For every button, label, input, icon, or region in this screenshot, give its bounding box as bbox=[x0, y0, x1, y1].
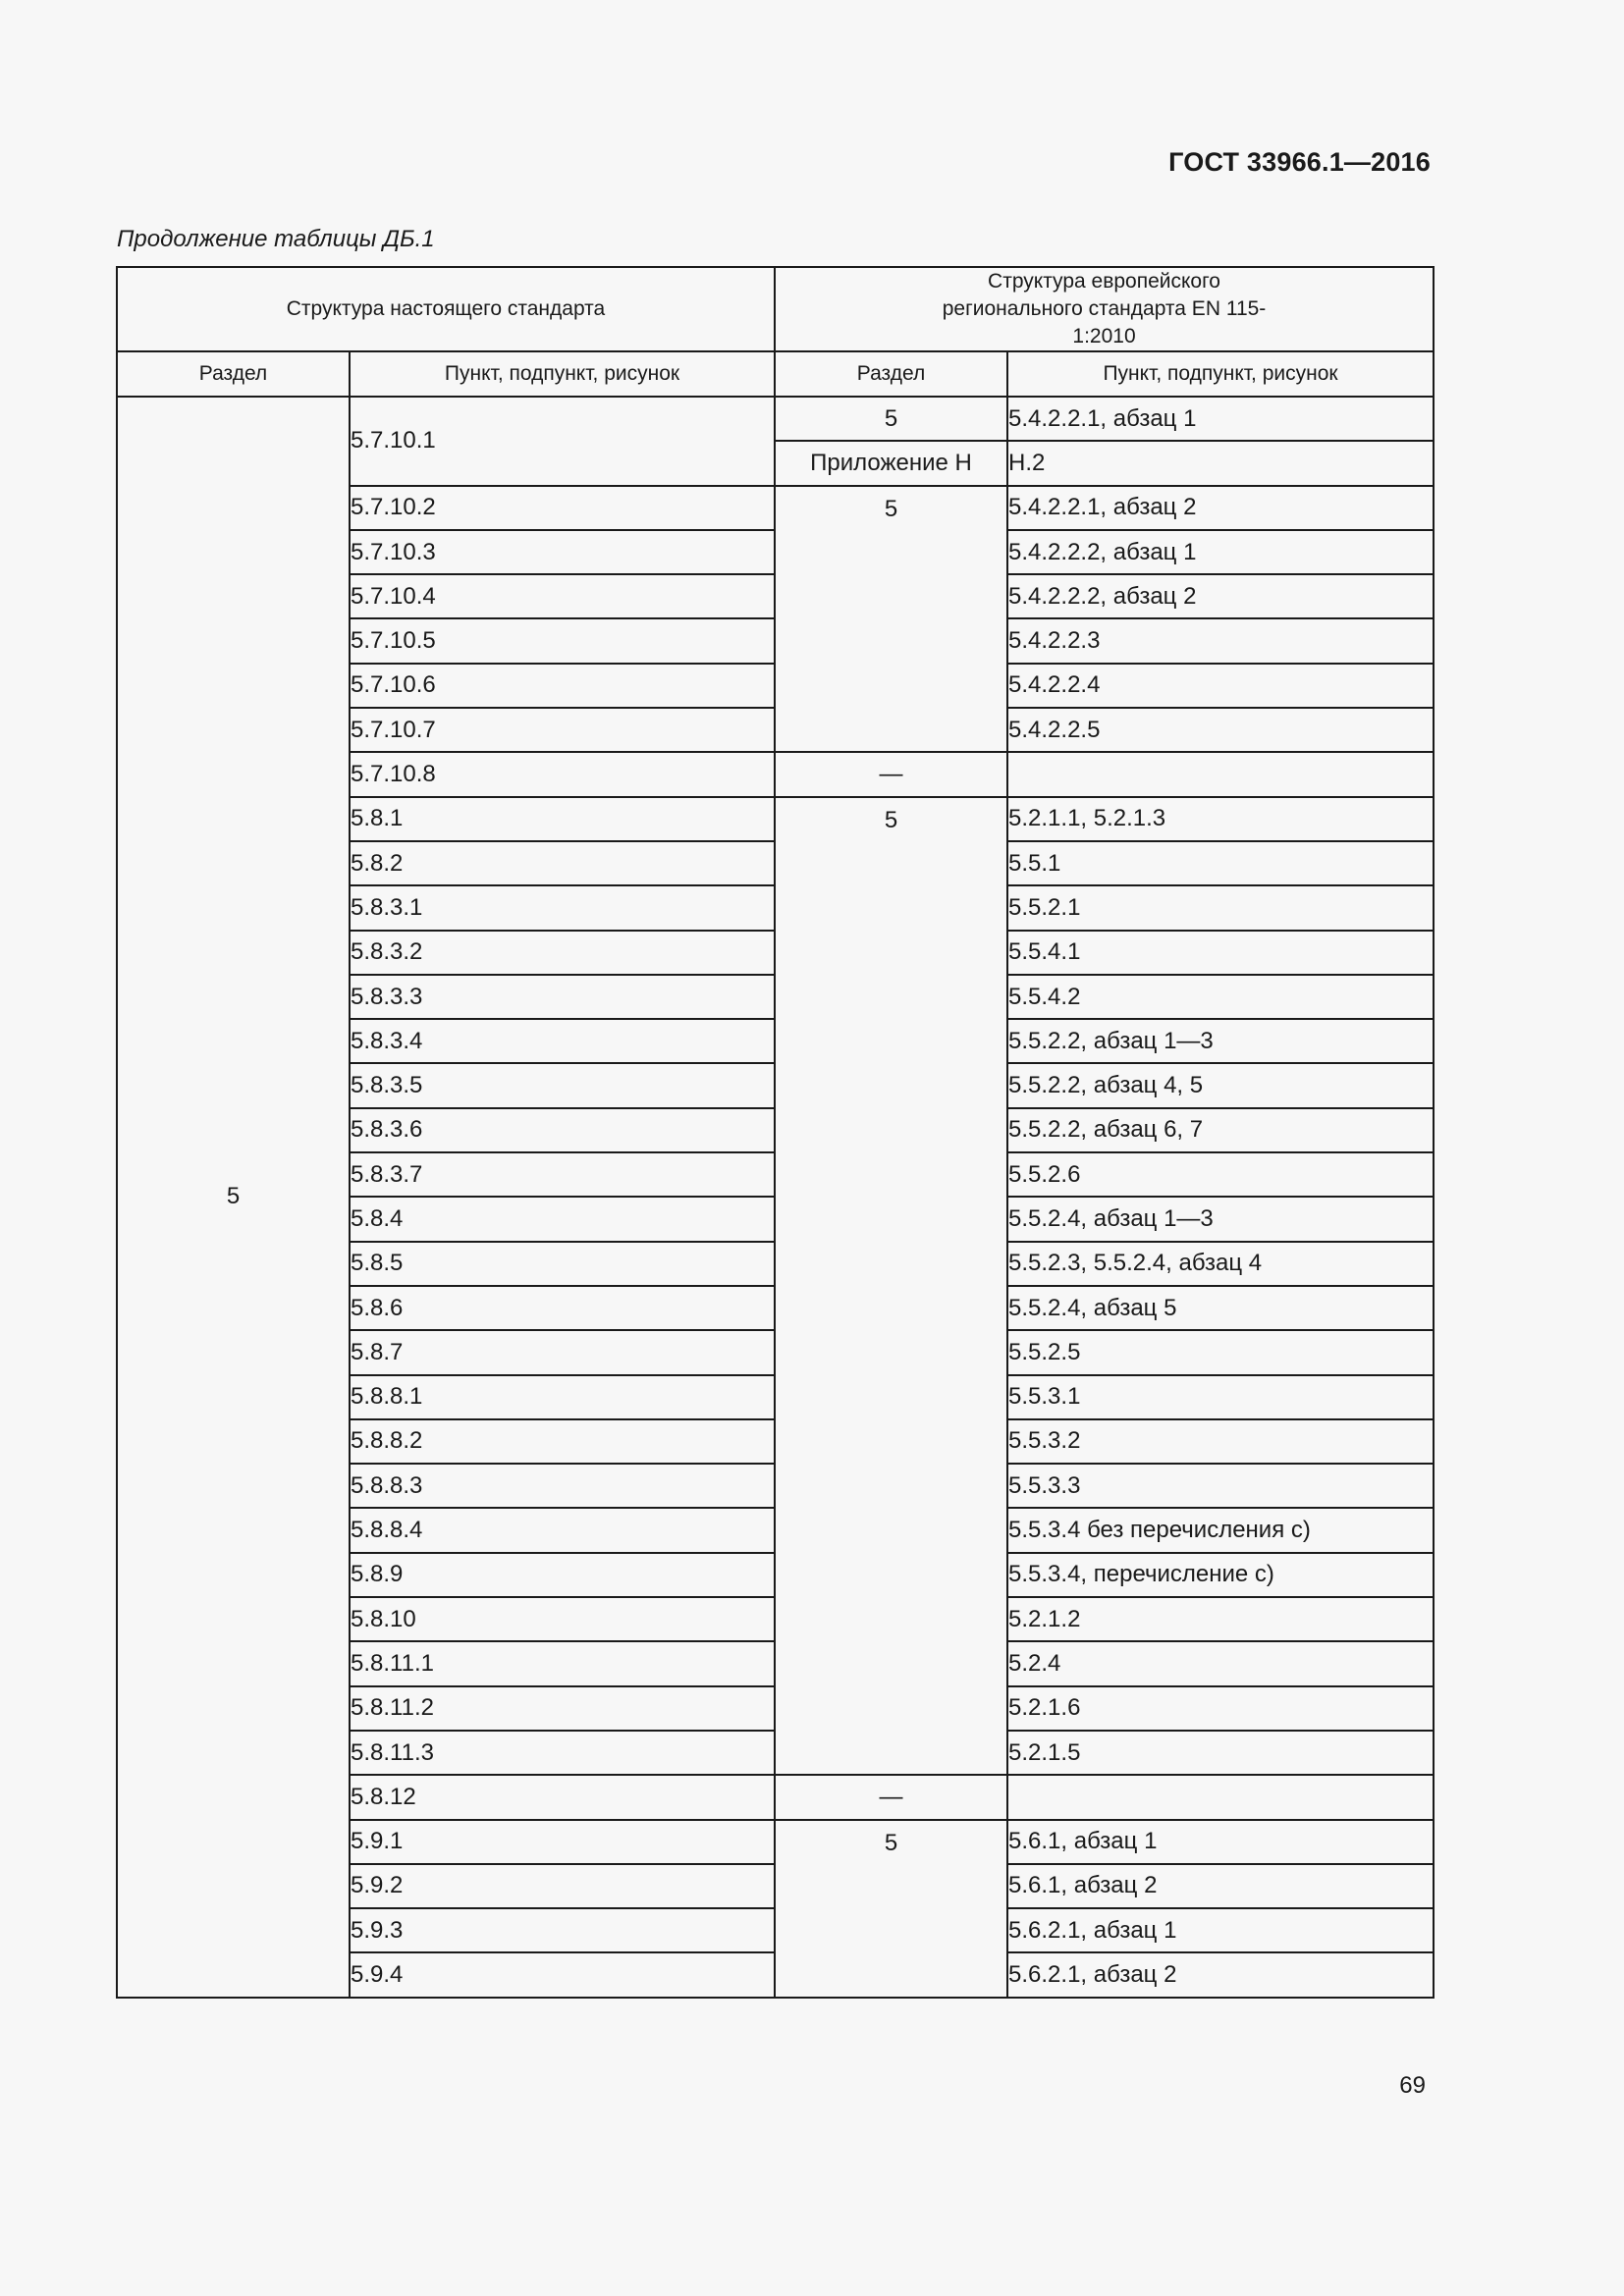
eu-item-cell: 5.2.1.5 bbox=[1007, 1731, 1434, 1775]
eu-section-header: Раздел bbox=[775, 351, 1007, 397]
eu-item-header: Пункт, подпункт, рисунок bbox=[1007, 351, 1434, 397]
nat-item-cell: 5.7.10.8 bbox=[350, 752, 775, 796]
european-structure-header bbox=[775, 267, 1434, 351]
nat-item-cell: 5.8.6 bbox=[350, 1286, 775, 1330]
eu-item-cell: 5.5.3.4 без перечисления с) bbox=[1007, 1508, 1434, 1552]
nat-item-cell: 5.8.9 bbox=[350, 1553, 775, 1597]
nat-item-cell: 5.8.10 bbox=[350, 1597, 775, 1641]
nat-item-cell: 5.9.4 bbox=[350, 1952, 775, 1997]
correspondence-table bbox=[116, 266, 1435, 1999]
nat-item-cell: 5.7.10.6 bbox=[350, 664, 775, 708]
eu-item-cell: 5.2.1.1, 5.2.1.3 bbox=[1007, 797, 1434, 841]
eu-item-cell: 5.4.2.2.2, абзац 2 bbox=[1007, 574, 1434, 618]
document-code: ГОСТ 33966.1—2016 bbox=[1168, 147, 1431, 177]
eu-item-cell: 5.4.2.2.3 bbox=[1007, 618, 1434, 663]
european-structure-header-text: Структура европейского регионального стандарта EN 115-1:2010 bbox=[942, 270, 1267, 347]
nat-item-header: Пункт, подпункт, рисунок bbox=[350, 351, 775, 397]
eu-item-cell: 5.5.2.5 bbox=[1007, 1330, 1434, 1374]
eu-section-cell: 5 bbox=[775, 397, 1007, 441]
nat-item-cell: 5.8.7 bbox=[350, 1330, 775, 1374]
eu-item-cell: 5.5.2.3, 5.5.2.4, абзац 4 bbox=[1007, 1242, 1434, 1286]
eu-item-cell: 5.2.1.6 bbox=[1007, 1686, 1434, 1731]
nat-section-cell: 5 bbox=[117, 397, 350, 1998]
nat-item-cell: 5.8.4 bbox=[350, 1197, 775, 1241]
eu-item-cell: 5.2.4 bbox=[1007, 1641, 1434, 1685]
nat-item-cell: 5.7.10.5 bbox=[350, 618, 775, 663]
nat-item-cell: 5.8.1 bbox=[350, 797, 775, 841]
nat-item-cell: 5.9.3 bbox=[350, 1908, 775, 1952]
eu-item-cell: 5.4.2.2.1, абзац 2 bbox=[1007, 486, 1434, 530]
eu-item-cell: 5.5.3.3 bbox=[1007, 1464, 1434, 1508]
nat-item-cell: 5.8.3.4 bbox=[350, 1019, 775, 1063]
eu-item-cell: 5.5.4.1 bbox=[1007, 931, 1434, 975]
nat-item-cell: 5.8.3.2 bbox=[350, 931, 775, 975]
eu-item-cell: 5.2.1.2 bbox=[1007, 1597, 1434, 1641]
eu-item-cell: 5.4.2.2.1, абзац 1 bbox=[1007, 397, 1434, 441]
eu-item-cell: 5.5.2.1 bbox=[1007, 885, 1434, 930]
nat-item-cell: 5.8.3.6 bbox=[350, 1108, 775, 1152]
eu-section-cell: — bbox=[775, 1775, 1007, 1819]
eu-item-cell: 5.5.3.1 bbox=[1007, 1375, 1434, 1419]
eu-item-cell: 5.4.2.2.4 bbox=[1007, 664, 1434, 708]
nat-item-cell: 5.9.1 bbox=[350, 1820, 775, 1864]
eu-item-cell: 5.5.1 bbox=[1007, 841, 1434, 885]
eu-item-cell: 5.6.2.1, абзац 1 bbox=[1007, 1908, 1434, 1952]
nat-item-cell: 5.8.11.1 bbox=[350, 1641, 775, 1685]
eu-item-cell: 5.4.2.2.2, абзац 1 bbox=[1007, 530, 1434, 574]
nat-item-cell: 5.8.5 bbox=[350, 1242, 775, 1286]
nat-item-cell: 5.8.2 bbox=[350, 841, 775, 885]
nat-item-cell: 5.8.11.3 bbox=[350, 1731, 775, 1775]
nat-section-header: Раздел bbox=[117, 351, 350, 397]
nat-item-cell: 5.7.10.2 bbox=[350, 486, 775, 530]
eu-section-cell: — bbox=[775, 752, 1007, 796]
nat-item-cell: 5.7.10.3 bbox=[350, 530, 775, 574]
eu-item-cell: 5.5.2.2, абзац 1—3 bbox=[1007, 1019, 1434, 1063]
nat-item-cell: 5.8.3.1 bbox=[350, 885, 775, 930]
nat-item-cell: 5.8.8.1 bbox=[350, 1375, 775, 1419]
nat-item-cell: 5.7.10.1 bbox=[350, 397, 775, 486]
eu-section-cell: Приложение Н bbox=[775, 441, 1007, 485]
nat-item-cell: 5.8.11.2 bbox=[350, 1686, 775, 1731]
eu-section-cell: 5 bbox=[775, 797, 1007, 1776]
eu-item-cell: 5.6.1, абзац 1 bbox=[1007, 1820, 1434, 1864]
table-body bbox=[117, 397, 1434, 1998]
nat-item-cell: 5.8.12 bbox=[350, 1775, 775, 1819]
eu-item-cell: 5.5.2.4, абзац 5 bbox=[1007, 1286, 1434, 1330]
table-row bbox=[117, 397, 1434, 441]
eu-item-cell: 5.6.2.1, абзац 2 bbox=[1007, 1952, 1434, 1997]
table-caption: Продолжение таблицы ДБ.1 bbox=[117, 226, 435, 252]
eu-item-cell: 5.5.2.4, абзац 1—3 bbox=[1007, 1197, 1434, 1241]
nat-item-cell: 5.8.8.4 bbox=[350, 1508, 775, 1552]
nat-item-cell: 5.8.3.5 bbox=[350, 1063, 775, 1107]
eu-item-cell: 5.5.2.6 bbox=[1007, 1152, 1434, 1197]
nat-item-cell: 5.8.3.3 bbox=[350, 975, 775, 1019]
nat-item-cell: 5.8.3.7 bbox=[350, 1152, 775, 1197]
eu-item-cell bbox=[1007, 1775, 1434, 1819]
eu-item-cell: 5.4.2.2.5 bbox=[1007, 708, 1434, 752]
nat-item-cell: 5.7.10.7 bbox=[350, 708, 775, 752]
eu-item-cell: 5.5.3.2 bbox=[1007, 1419, 1434, 1464]
nat-item-cell: 5.8.8.3 bbox=[350, 1464, 775, 1508]
eu-item-cell: 5.5.4.2 bbox=[1007, 975, 1434, 1019]
nat-item-cell: 5.7.10.4 bbox=[350, 574, 775, 618]
page-number: 69 bbox=[1399, 2072, 1426, 2099]
eu-section-cell: 5 bbox=[775, 1820, 1007, 1998]
eu-item-cell: 5.5.3.4, перечисление с) bbox=[1007, 1553, 1434, 1597]
nat-item-cell: 5.8.8.2 bbox=[350, 1419, 775, 1464]
eu-section-cell: 5 bbox=[775, 486, 1007, 753]
eu-item-cell bbox=[1007, 752, 1434, 796]
nat-item-cell: 5.9.2 bbox=[350, 1864, 775, 1908]
eu-item-cell: 5.5.2.2, абзац 6, 7 bbox=[1007, 1108, 1434, 1152]
eu-item-cell: 5.6.1, абзац 2 bbox=[1007, 1864, 1434, 1908]
eu-item-cell: 5.5.2.2, абзац 4, 5 bbox=[1007, 1063, 1434, 1107]
national-structure-header: Структура настоящего стандарта bbox=[117, 267, 775, 351]
eu-item-cell: H.2 bbox=[1007, 441, 1434, 485]
